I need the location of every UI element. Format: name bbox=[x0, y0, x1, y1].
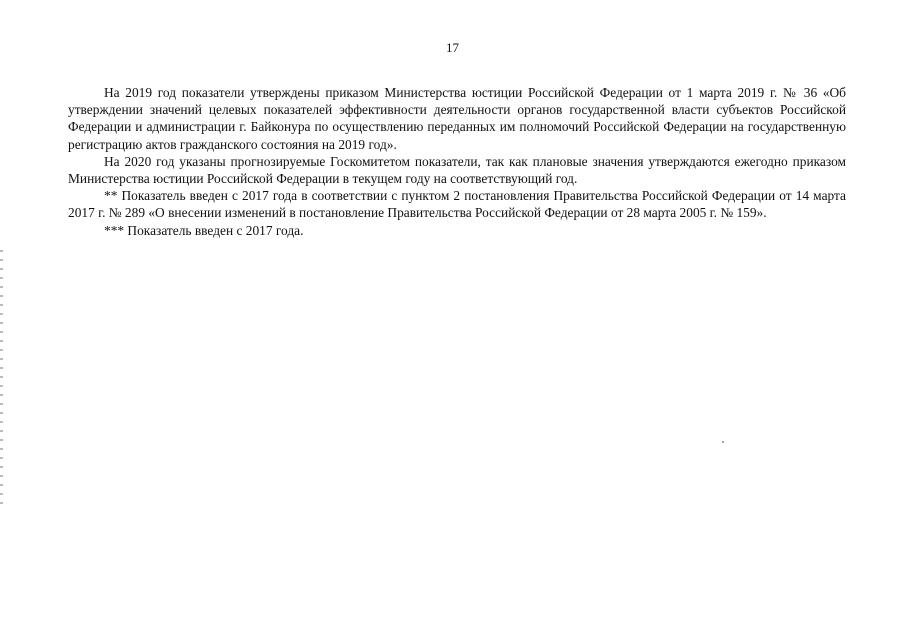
document-body bbox=[68, 84, 846, 239]
footnote-double-asterisk: ** Показатель введен с 2017 года в соответствии с пунктом 2 постановления Правительства Российской Федерации от 14 марта 2017 г. № 289 «О внесении изменений в постановление Правительства Российской Федерации от 28 марта 2005 г. № 159». bbox=[68, 188, 846, 221]
footnote-triple-asterisk: *** Показатель введен с 2017 года. bbox=[104, 222, 304, 238]
page-number: 17 bbox=[446, 40, 459, 55]
paragraph-2020-indicators: На 2020 год указаны прогнозируемые Госкомитетом показатели, так как плановые значения утверждаются ежегодно приказом Министерства юстиции Российской Федерации в текущем году на соответствующий год. bbox=[68, 153, 846, 187]
paragraph-2019-indicators: На 2019 год показатели утверждены приказом Министерства юстиции Российской Федерации от 1 марта 2019 г. № 36 «Об утверждении значений целевых показателей эффективности деятельности органов государственной власти субъектов Российской Федерации и администрации г. Байконура по осуществлению переданных им полномочий Российской Федерации на государственную регистрацию актов гражданского состояния на 2019 год». bbox=[68, 85, 846, 152]
scan-dot-artifact bbox=[722, 441, 724, 443]
scan-edge-artifact bbox=[0, 250, 3, 510]
